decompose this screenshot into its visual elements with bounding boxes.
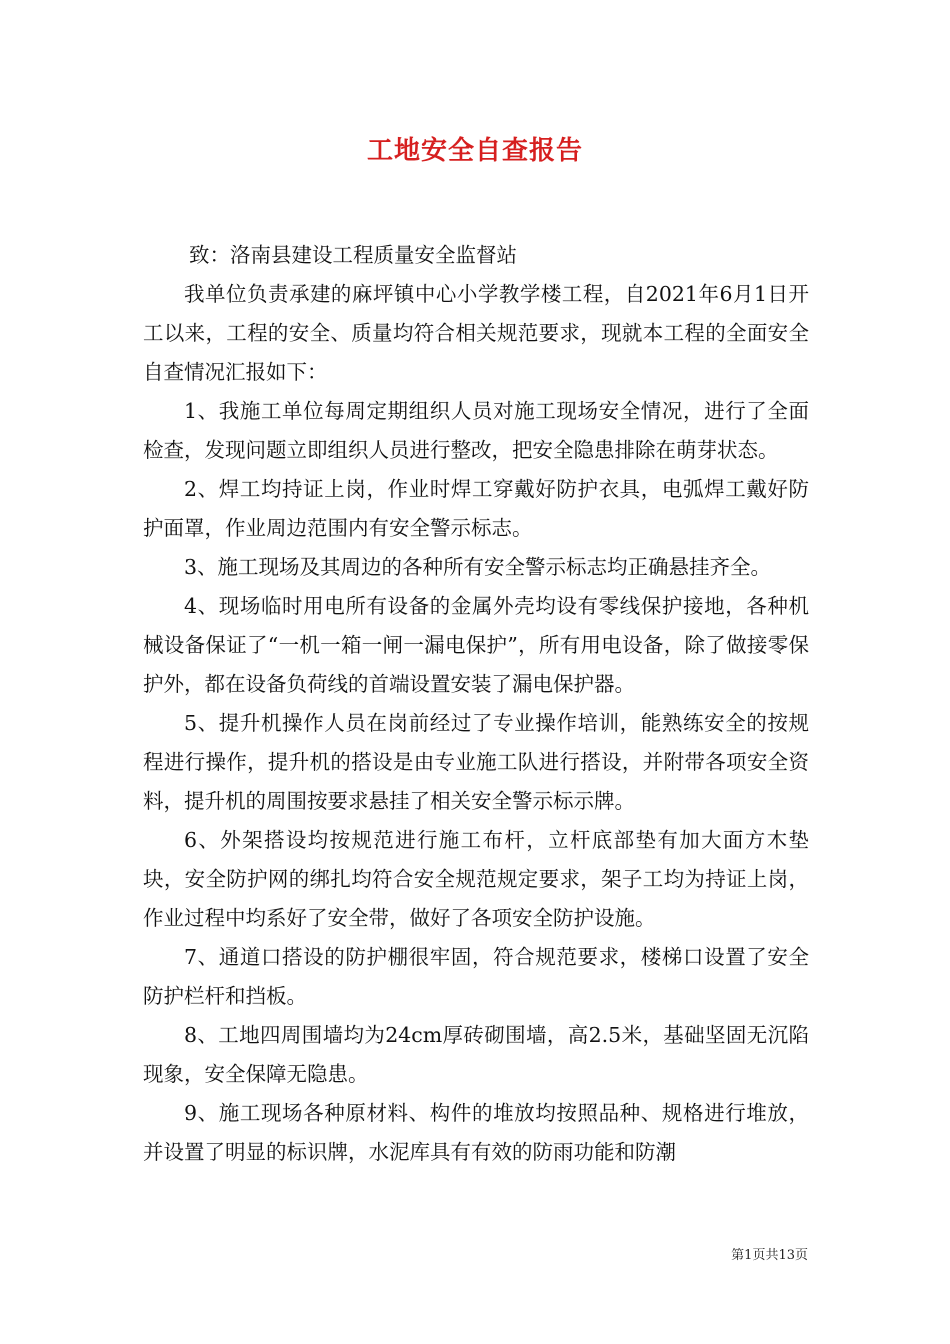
item-paragraph-5: 5、提升机操作人员在岗前经过了专业操作培训，能熟练安全的按规程进行操作，提升机的搭设是由专业施工队进行搭设，并附带各项安全资料，提升机的周围按要求悬挂了相关安全警示标示牌。 bbox=[143, 711, 809, 813]
document-body bbox=[143, 236, 809, 1172]
intro-paragraph: 我单位负责承建的麻坪镇中心小学教学楼工程，自2021年6月1日开工以来，工程的安全、质量均符合相关规范要求，现就本工程的全面安全自查情况汇报如下： bbox=[143, 282, 809, 384]
document-title: 工地安全自查报告 bbox=[366, 136, 583, 166]
item-paragraph-1: 1、我施工单位每周定期组织人员对施工现场安全情况，进行了全面检查，发现问题立即组织人员进行整改，把安全隐患排除在萌芽状态。 bbox=[143, 399, 809, 462]
page-number-footer: 第1页共13页 bbox=[731, 1248, 808, 1263]
item-paragraph-9: 9、施工现场各种原材料、构件的堆放均按照品种、规格进行堆放，并设置了明显的标识牌，水泥库具有有效的防雨功能和防潮 bbox=[143, 1101, 809, 1164]
item-paragraph-6: 6、外架搭设均按规范进行施工布杆，立杆底部垫有加大面方木垫块，安全防护网的绑扎均符合安全规范规定要求，架子工均为持证上岗，作业过程中均系好了安全带，做好了各项安全防护设施。 bbox=[143, 828, 809, 930]
item-paragraph-4: 4、现场临时用电所有设备的金属外壳均设有零线保护接地，各种机械设备保证了“一机一箱一闸一漏电保护”，所有用电设备，除了做接零保护外，都在设备负荷线的首端设置安装了漏电保护器。 bbox=[143, 594, 809, 696]
item-paragraph-3: 3、施工现场及其周边的各种所有安全警示标志均正确悬挂齐全。 bbox=[184, 555, 772, 579]
item-paragraph-8: 8、工地四周围墙均为24cm厚砖砌围墙，高2.5米，基础坚固无沉陷现象，安全保障无隐患。 bbox=[143, 1023, 809, 1086]
salutation: 致：洛南县建设工程质量安全监督站 bbox=[189, 243, 517, 267]
item-paragraph-2: 2、焊工均持证上岗，作业时焊工穿戴好防护衣具，电弧焊工戴好防护面罩，作业周边范围内有安全警示标志。 bbox=[143, 477, 809, 540]
item-paragraph-7: 7、通道口搭设的防护棚很牢固，符合规范要求，楼梯口设置了安全防护栏杆和挡板。 bbox=[143, 945, 809, 1008]
